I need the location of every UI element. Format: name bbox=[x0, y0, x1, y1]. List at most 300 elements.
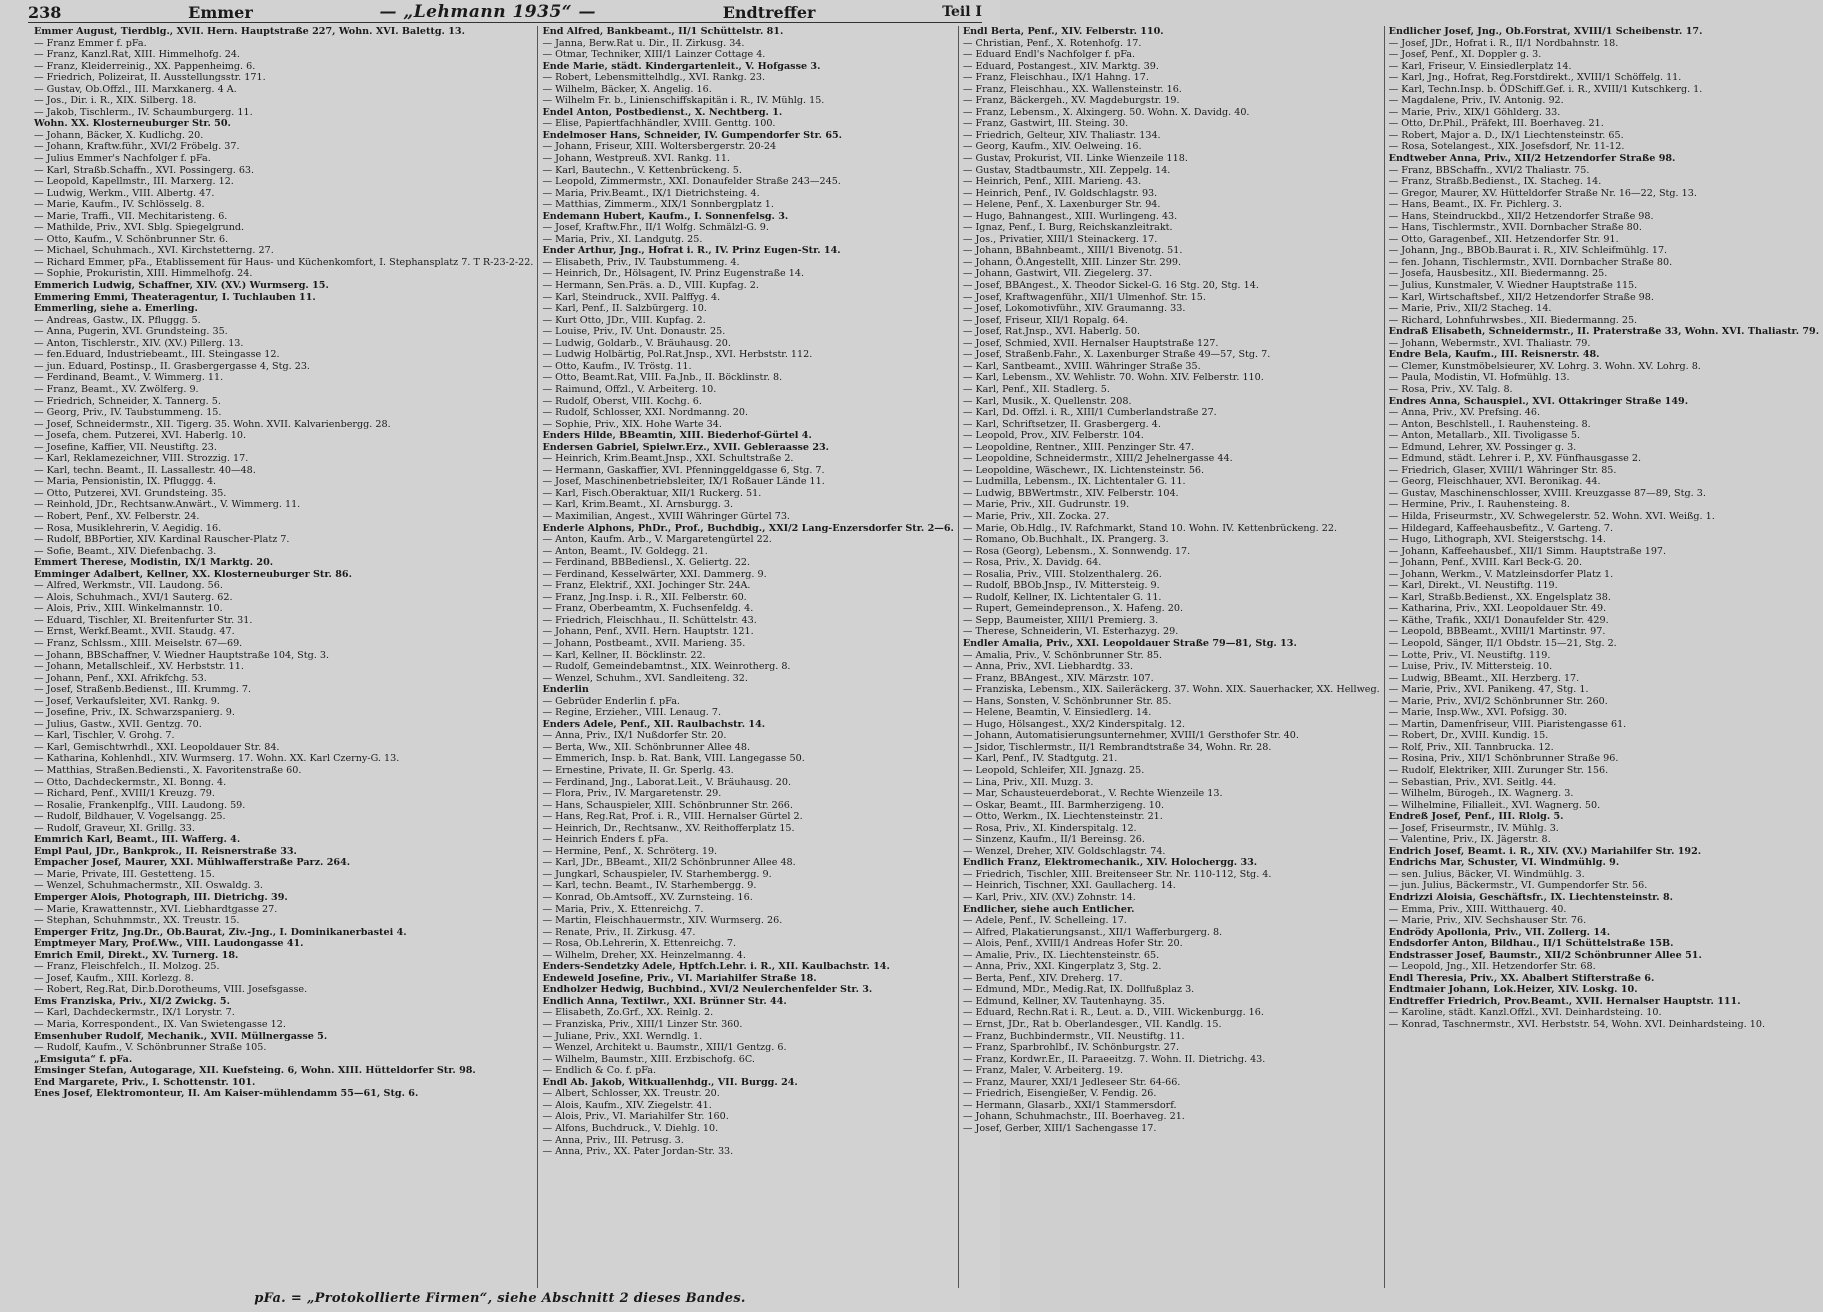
directory-entry: — Ludwig, Werkm., VIII. Albertg. 47. bbox=[34, 187, 215, 199]
directory-entry: — Johann, BBahnbeamt., XIII/1 Bivenotg. 51. bbox=[962, 245, 1183, 257]
header-part: Teil I bbox=[942, 4, 982, 20]
directory-entry: — Otto, Kaufm., V. Schönbrunner Str. 6. bbox=[34, 233, 229, 245]
directory-entry: — Ferdinand, BBBediensl., X. Geliertg. 22. bbox=[542, 557, 751, 569]
directory-entry: — Reinhold, JDr., Rechtsanw.Anwärt., V. Wimmerg. 11. bbox=[34, 499, 301, 511]
directory-entry: — Otto, Putzerei, XVI. Grundsteing. 35. bbox=[34, 487, 227, 499]
directory-entry: — Marie, Traffi., VII. Mechitaristeng. 6. bbox=[34, 210, 228, 222]
directory-entry: Endlicher, siehe auch Entlicher. bbox=[962, 903, 1135, 915]
directory-entry: — Wilhelm, Bürogeh., IX. Wagnerg. 3. bbox=[1388, 788, 1574, 800]
directory-entry: — Johann, Jng., BBOb.Baurat i. R., XIV. Schleifmühlg. 17. bbox=[1388, 245, 1668, 257]
directory-entry: Emmering Emmi, Theateragentur, I. Tuchlauben 11. bbox=[34, 291, 316, 303]
directory-entry: — Hugo, Hölsangest., XX/2 Kinderspitalg. 12. bbox=[962, 718, 1185, 730]
directory-entry: — Leopold, Zimmermstr., XXI. Donaufelder Straße 243—245. bbox=[542, 176, 841, 188]
directory-entry: Endrichs Mar, Schuster, VI. Windmühlg. 9. bbox=[1388, 857, 1620, 869]
directory-entry: — Mathilde, Priv., XVI. Sblg. Spiegelgrund. bbox=[34, 222, 245, 234]
directory-entry: — Marie, Kaufm., IV. Schlösselg. 8. bbox=[34, 199, 205, 211]
directory-entry: — Rosina, Priv., XII/1 Schönbrunner Straße 96. bbox=[1388, 753, 1619, 765]
directory-entry: — Rosa, Ob.Lehrerin, X. Ettenreichg. 7. bbox=[542, 938, 737, 950]
directory-entry: Endraß Elisabeth, Schneidermstr., II. Praterstraße 33, Wohn. XVI. Thaliastr. 79. bbox=[1388, 326, 1820, 338]
directory-entry: — Alois, Priv., XIII. Winkelmannstr. 10. bbox=[34, 603, 223, 615]
directory-entry: — Johann, Bäcker, X. Kudlichg. 20. bbox=[34, 129, 204, 141]
directory-entry: Enders Adele, Penf., XII. Raulbachstr. 14. bbox=[542, 718, 766, 730]
directory-columns bbox=[30, 26, 1820, 1288]
directory-entry: — Franz, Buchbindermstr., VII. Neustiftg. 11. bbox=[962, 1030, 1185, 1042]
directory-entry: — Juliane, Priv., XXI. Werndlg. 1. bbox=[542, 1030, 703, 1042]
directory-entry: — Leopold, Prov., XIV. Felberstr. 104. bbox=[962, 430, 1144, 442]
directory-entry: — Alfons, Buchdruck., V. Diehlg. 10. bbox=[542, 1122, 719, 1134]
directory-entry: — Mar, Schausteuerdeborat., V. Rechte Wienzeile 13. bbox=[962, 788, 1223, 800]
directory-entry: — Sebastian, Priv., XVI. Seitlg. 44. bbox=[1388, 776, 1557, 788]
directory-entry: — Regine, Erzieher., VIII. Lenaug. 7. bbox=[542, 707, 721, 719]
directory-entry: — Stephan, Schuhmmstr., XX. Treustr. 15. bbox=[34, 915, 240, 927]
directory-entry: — Rudolf, Oberst, VIII. Kochg. 6. bbox=[542, 395, 702, 407]
directory-entry: — Rosa, Priv., XV. Talg. 8. bbox=[1388, 383, 1513, 395]
directory-entry: — Karl, Gemischtwrhdl., XXI. Leopoldauer Str. 84. bbox=[34, 741, 280, 753]
directory-entry: — Josef, Kraftwagenführ., XII/1 Ulmenhof. Str. 15. bbox=[962, 291, 1206, 303]
directory-entry: — Franz, BBSchaffn., XVI/2 Thaliastr. 75. bbox=[1388, 164, 1590, 176]
directory-entry: — Anna, Priv., IX/1 Nußdorfer Str. 20. bbox=[542, 730, 727, 742]
directory-entry: — Anna, Priv., XXI. Kingerplatz 3, Stg. 2. bbox=[962, 961, 1162, 973]
directory-entry: — fen. Johann, Tischlermstr., XVII. Dornbacher Straße 80. bbox=[1388, 256, 1673, 268]
directory-entry: — Josef, Kraftw.Fhr., II/1 Wolfg. Schmälzl-G. 9. bbox=[542, 222, 769, 234]
directory-entry: — sen. Julius, Bäcker, VI. Windmühlg. 3. bbox=[1388, 868, 1585, 880]
directory-entry: — Otmar, Techniker, XIII/1 Lainzer Cottage 4. bbox=[542, 49, 766, 61]
directory-entry: — Hermine, Penf., X. Schröterg. 19. bbox=[542, 845, 718, 857]
directory-entry: — Leopoldine, Rentner., XIII. Penzinger Str. 47. bbox=[962, 441, 1195, 453]
directory-entry: Endl Theresia, Priv., XX. Abalbert Stifterstraße 6. bbox=[1388, 972, 1655, 984]
directory-entry: — Wenzel, Dreher, XIV. Goldschlagstr. 74. bbox=[962, 845, 1166, 857]
directory-entry: — Emmerich, Insp. b. Rat. Bank, VIII. Langegasse 50. bbox=[542, 753, 805, 765]
directory-entry: — Franz, Elektrif., XXI. Jochinger Str. 24A. bbox=[542, 580, 751, 592]
directory-entry: Emperger Alois, Photograph, III. Dietrichg. 39. bbox=[34, 892, 288, 904]
directory-entry: End Margarete, Priv., I. Schottenstr. 101. bbox=[34, 1076, 256, 1088]
directory-entry: — Johann, Kaffeehausbef., XII/1 Simm. Hauptstraße 197. bbox=[1388, 545, 1667, 557]
directory-entry: — Amalia, Priv., V. Schönbrunner Str. 85. bbox=[962, 649, 1163, 661]
directory-entry: Empl Paul, JDr., Bankprok., II. Reisnerstraße 33. bbox=[34, 845, 297, 857]
directory-entry: — Janna, Berw.Rat u. Dir., II. Zirkusg. 34. bbox=[542, 37, 745, 49]
directory-entry: — Julius, Gastw., XVII. Gentzg. 70. bbox=[34, 718, 202, 730]
directory-entry: — Johann, Schuhmachstr., III. Boerhaveg. 21. bbox=[962, 1111, 1185, 1123]
directory-entry: — Anton, Beamt., IV. Goldegg. 21. bbox=[542, 545, 708, 557]
directory-entry: — Karl, Steindruck., XVII. Palffyg. 4. bbox=[542, 291, 721, 303]
directory-entry: Endelmoser Hans, Schneider, IV. Gumpendorfer Str. 65. bbox=[542, 129, 843, 141]
directory-entry: — Friedrich, Fleischhau., II. Schüttelstr. 43. bbox=[542, 614, 757, 626]
directory-entry: — Ludwig, BBWertmstr., XIV. Felberstr. 104. bbox=[962, 487, 1179, 499]
directory-entry: — Leopold, Jng., XII. Hetzendorfer Str. 68. bbox=[1388, 961, 1596, 973]
directory-entry: Enders-Sendetzky Adele, Hptfch.Lehr. i. R., XII. Kaulbachstr. 14. bbox=[542, 961, 890, 973]
directory-entry: Emperger Fritz, Jng.Dr., Ob.Baurat, Ziv.-Jng., I. Dominikanerbastei 4. bbox=[34, 926, 407, 938]
directory-entry: — Karl, Bautechn., V. Kettenbrückeng. 5. bbox=[542, 164, 742, 176]
directory-entry: — Josef, Maschinenbetriebsleiter, IX/1 Roßauer Lände 11. bbox=[542, 476, 825, 488]
directory-entry: — Karoline, städt. Kanzl.Offzl., XVI. Deinhardsteing. 10. bbox=[1388, 1007, 1662, 1019]
directory-entry: — Heinrich, Tischner, XXI. Gaullacherg. 14. bbox=[962, 880, 1176, 892]
directory-entry: — jun. Eduard, Postinsp., II. Grasbergergasse 4, Stg. 23. bbox=[34, 360, 310, 372]
directory-entry: Endeweld Josefine, Priv., VI. Mariahilfer Straße 18. bbox=[542, 972, 817, 984]
directory-entry: — Martin, Fleischhauermstr., XIV. Wurmserg. 26. bbox=[542, 915, 783, 927]
directory-entry: Ende Marie, städt. Kindergartenleit., V. Hofgasse 3. bbox=[542, 60, 821, 72]
directory-entry: — Josef, Schneidermstr., XII. Tigerg. 35. Wohn. XVII. Kalvarienbergg. 28. bbox=[34, 418, 391, 430]
directory-entry: — Michael, Schuhmach., XVI. Kirchstetterng. 27. bbox=[34, 245, 274, 257]
directory-entry: Emmerling, siehe a. Emerling. bbox=[34, 303, 198, 315]
directory-entry: — Karl, Krim.Beamt., XI. Arnsburgg. 3. bbox=[542, 499, 734, 511]
directory-entry: — Franz, BBAngest., XIV. Märzstr. 107. bbox=[962, 672, 1154, 684]
directory-entry: — Friedrich, Glaser, XVIII/1 Währinger Str. 85. bbox=[1388, 464, 1617, 476]
directory-entry: — Franz, Maler, V. Arbeiterg. 19. bbox=[962, 1065, 1124, 1077]
directory-entry: — Rosa, Priv., X. Davidg. 64. bbox=[962, 557, 1102, 569]
directory-entry: — Ernst, Werkf.Beamt., XVII. Staudg. 47. bbox=[34, 626, 235, 638]
directory-entry: — Leopoldine, Schneidermstr., XIII/2 Jehelnergasse 44. bbox=[962, 453, 1233, 465]
directory-entry: Endtweber Anna, Priv., XII/2 Hetzendorfer Straße 98. bbox=[1388, 153, 1676, 165]
directory-entry: — Adele, Penf., IV. Schelleing. 17. bbox=[962, 915, 1127, 927]
directory-entry: — Robert, Dr., XVIII. Kundig. 15. bbox=[1388, 730, 1549, 742]
directory-entry: — Robert, Lebensmittelhdlg., XVI. Rankg. 23. bbox=[542, 72, 766, 84]
directory-entry: — Franz, Beamt., XV. Zwölferg. 9. bbox=[34, 383, 199, 395]
directory-entry: — Johann, Penf., XVII. Hern. Hauptstr. 121. bbox=[542, 626, 754, 638]
directory-entry: — Raimund, Offzl., V. Arbeiterg. 10. bbox=[542, 383, 717, 395]
directory-entry: — Franz, Fleischfelch., II. Molzog. 25. bbox=[34, 961, 220, 973]
directory-entry: — Josef, Schmied, XVII. Hernalser Hauptstraße 127. bbox=[962, 337, 1219, 349]
directory-entry: — Anna, Priv., III. Petrusg. 3. bbox=[542, 1134, 684, 1146]
directory-entry: — Gregor, Maurer, XV. Hütteldorfer Straße Nr. 16—22, Stg. 13. bbox=[1388, 187, 1697, 199]
directory-entry: — Leopold, Kapellmstr., III. Marxerg. 12. bbox=[34, 176, 234, 188]
directory-entry: Emmer August, Tierdblg., XVII. Hern. Hauptstraße 227, Wohn. XVI. Balettg. 13. bbox=[34, 26, 465, 37]
directory-entry: — Katharina, Priv., XXI. Leopoldauer Str. 49. bbox=[1388, 603, 1607, 615]
directory-entry: Enderle Alphons, PhDr., Prof., Buchdbig., XXI/2 Lang-Enzersdorfer Str. 2—6. bbox=[542, 522, 954, 534]
directory-entry: — Johann, Webermstr., XVI. Thaliastr. 79. bbox=[1388, 337, 1591, 349]
directory-entry: — Hermann, Gaskaffier, XVI. Pfenninggeldgasse 6, Stg. 7. bbox=[542, 464, 825, 476]
directory-entry: — Josefine, Kaffier, VII. Neustiftg. 23. bbox=[34, 441, 217, 453]
directory-entry: — Heinrich, Dr., Rechtsanw., XV. Reithofferplatz 15. bbox=[542, 822, 795, 834]
directory-entry: — Johann, Kraftw.führ., XVI/2 Fröbelg. 37. bbox=[34, 141, 240, 153]
directory-entry: Wohn. XX. Klosterneuburger Str. 50. bbox=[34, 118, 231, 130]
directory-entry: — Georg, Priv., IV. Taubstummeng. 15. bbox=[34, 407, 222, 419]
directory-entry: — Elise, Papiertfachhändler, XVIII. Genttg. 100. bbox=[542, 118, 776, 130]
directory-entry: — Marie, Ob.Hdlg., IV. Rafchmarkt, Stand 10. Wohn. IV. Kettenbrückeng. 22. bbox=[962, 522, 1337, 534]
directory-entry: — Robert, Major a. D., IX/1 Liechtensteinstr. 65. bbox=[1388, 129, 1624, 141]
directory-entry: — Rosalie, Frankenplfg., VIII. Laudong. 59. bbox=[34, 799, 246, 811]
directory-entry: — Otto, Kaufm., IV. Tröstg. 11. bbox=[542, 360, 692, 372]
directory-entry: — Helene, Beamtin, V. Einsiedlerg. 14. bbox=[962, 707, 1152, 719]
directory-entry: — Robert, Penf., XV. Felberstr. 24. bbox=[34, 510, 200, 522]
directory-entry: — Josefine, Priv., IX. Schwarzspanierg. 9. bbox=[34, 707, 235, 719]
directory-entry: — Christian, Penf., X. Rotenhofg. 17. bbox=[962, 37, 1142, 49]
directory-entry: — Josef, JDr., Hofrat i. R., II/1 Nordbahnstr. 18. bbox=[1388, 37, 1619, 49]
directory-entry: — Anna, Priv., XX. Pater Jordan-Str. 33. bbox=[542, 1146, 734, 1158]
directory-entry: Endholzer Hedwig, Buchbind., XVI/2 Neulerchenfelder Str. 3. bbox=[542, 984, 873, 996]
directory-entry: — Rupert, Gemeindeprenson., X. Hafeng. 20. bbox=[962, 603, 1183, 615]
directory-entry: Endlicher Josef, Jng., Ob.Forstrat, XVIII/1 Scheibenstr. 17. bbox=[1388, 26, 1703, 37]
directory-entry: Endler Amalia, Priv., XXI. Leopoldauer Straße 79—81, Stg. 13. bbox=[962, 637, 1297, 649]
page-header bbox=[28, 2, 982, 23]
directory-entry: Endsdorfer Anton, Bildhau., II/1 Schüttelstraße 15B. bbox=[1388, 938, 1674, 950]
directory-entry: — Clemer, Kunstmöbelsieurer, XV. Lohrg. 3. Wohn. XV. Lohrg. 8. bbox=[1388, 360, 1701, 372]
directory-entry: — Josef, Rat.Jnsp., XVI. Haberlg. 50. bbox=[962, 326, 1141, 338]
directory-entry: — Karl, Direkt., VI. Neustiftg. 119. bbox=[1388, 580, 1558, 592]
directory-entry: — Georg, Fleischhauer, XVI. Beronikag. 44. bbox=[1388, 476, 1601, 488]
directory-entry: — Josef, Lokomotivführ., XIV. Graumanng. 33. bbox=[962, 303, 1186, 315]
directory-entry: Emsinger Stefan, Autogarage, XII. Kuefsteing. 6, Wohn. XIII. Hütteldorfer Str. 98. bbox=[34, 1065, 476, 1077]
directory-entry: Endemann Hubert, Kaufm., I. Sonnenfelsg. 3. bbox=[542, 210, 789, 222]
directory-entry: — Ferdinand, Beamt., V. Wimmerg. 11. bbox=[34, 372, 224, 384]
directory-entry: — Hugo, Bahnangest., XIII. Wurlingeng. 43. bbox=[962, 210, 1178, 222]
directory-entry: — Maria, Priv., XI. Landgutg. 25. bbox=[542, 233, 703, 245]
directory-entry: Ems Franziska, Priv., XI/2 Zwickg. 5. bbox=[34, 995, 230, 1007]
directory-entry: — Franz, Fleischhau., IX/1 Hahng. 17. bbox=[962, 72, 1149, 84]
directory-entry: Endstrasser Josef, Baumstr., XII/2 Schönbrunner Allee 51. bbox=[1388, 949, 1702, 961]
header-title: — „Lehmann 1935“ — bbox=[379, 2, 596, 22]
page-footer: pFa. = „Protokollierte Firmen“, siehe Abschnitt 2 dieses Bandes. bbox=[254, 1291, 746, 1306]
directory-entry: — Eduard Endl's Nachfolger f. pFa. bbox=[962, 49, 1136, 61]
directory-entry: Emmrich Karl, Beamt., III. Wafferg. 4. bbox=[34, 834, 241, 846]
directory-entry: — Flora, Priv., IV. Margaretenstr. 29. bbox=[542, 788, 722, 800]
column-1 bbox=[30, 26, 538, 1288]
directory-entry: Endersen Gabriel, Spielwr.Erz., XVII. Gebleraasse 23. bbox=[542, 441, 830, 453]
directory-entry: — Marie, Krawattennstr., XVI. Liebhardtgasse 27. bbox=[34, 903, 278, 915]
directory-entry: — Marie, Priv., XII/2 Stacheg. 14. bbox=[1388, 303, 1552, 315]
directory-entry: — Hans, Sonsten, V. Schönbrunner Str. 85. bbox=[962, 695, 1172, 707]
directory-entry: — Anton, Tischlerstr., XIV. (XV.) Pillerg. 13. bbox=[34, 337, 244, 349]
directory-entry: — Josefa, chem. Putzerei, XVI. Haberlg. 10. bbox=[34, 430, 247, 442]
directory-entry: — Lotte, Priv., VI. Neustiftg. 119. bbox=[1388, 649, 1551, 661]
directory-entry: — Edmund, MDr., Medig.Rat, IX. Dollfußplaz 3. bbox=[962, 984, 1195, 996]
directory-entry: — Heinrich, Penf., IV. Goldschlagstr. 93. bbox=[962, 187, 1158, 199]
directory-entry: — Alois, Kaufm., XIV. Ziegelstr. 41. bbox=[542, 1099, 712, 1111]
directory-entry: — Rosa, Sotelangest., XIX. Josefsdorf, Nr. 11-12. bbox=[1388, 141, 1625, 153]
directory-entry: — Richard Emmer, pFa., Etablissement für Haus- und Küchenkomfort, I. Stephansplatz 7. T R-23-2-22. bbox=[34, 256, 534, 268]
directory-entry: — Josef, BBAngest., X. Theodor Sickel-G. 16 Stg. 20, Stg. 14. bbox=[962, 280, 1259, 292]
directory-entry: — Marie, Priv., XVI/2 Schönbrunner Str. 260. bbox=[1388, 695, 1608, 707]
directory-entry: — Hans, Beamt., IX. Fr. Pichlerg. 3. bbox=[1388, 199, 1562, 211]
directory-entry: — Karl, Wirtschaftsbef., XII/2 Hetzendorfer Straße 98. bbox=[1388, 291, 1654, 303]
directory-entry: — Renate, Priv., II. Zirkusg. 47. bbox=[542, 926, 696, 938]
directory-entry: — Marie, Private, III. Gestetteng. 15. bbox=[34, 868, 215, 880]
directory-entry: — Otto, Beamt.Rat, VIII. Fa.Jnb., II. Böcklinstr. 8. bbox=[542, 372, 783, 384]
directory-entry: — Anton, Kaufm. Arb., V. Margaretengürtel 22. bbox=[542, 534, 772, 546]
directory-entry: — fen.Eduard, Industriebeamt., III. Steingasse 12. bbox=[34, 349, 280, 361]
directory-entry: Endre Bela, Kaufm., III. Reisnerstr. 48. bbox=[1388, 349, 1600, 361]
directory-entry: — Sofie, Beamt., XIV. Diefenbachg. 3. bbox=[34, 545, 217, 557]
directory-entry: — Eduard, Postangest., XIV. Marktg. 39. bbox=[962, 60, 1159, 72]
directory-entry: — Karl, Penf., XII. Stadlerg. 5. bbox=[962, 383, 1110, 395]
directory-entry: — Karl, Dd. Offzl. i. R., XIII/1 Cumberlandstraße 27. bbox=[962, 407, 1217, 419]
directory-entry: — Sepp, Baumeister, XIII/1 Premierg. 3. bbox=[962, 614, 1159, 626]
directory-entry: — Therese, Schneiderin, VI. Esterhazyg. 29. bbox=[962, 626, 1179, 638]
directory-entry: Enderlin bbox=[542, 684, 589, 696]
directory-entry: — Ludwig Holbärtig, Pol.Rat.Jnsp., XVI. Herbststr. 112. bbox=[542, 349, 813, 361]
directory-entry: — Wenzel, Schuhm., XVI. Sandleiteng. 32. bbox=[542, 672, 748, 684]
directory-entry: — Karl, Friseur, V. Einsiedlerplatz 14. bbox=[1388, 60, 1572, 72]
directory-entry: — Richard, Penf., XVIII/1 Kreuzg. 79. bbox=[34, 788, 215, 800]
header-right-keyword: Endtreffer bbox=[722, 2, 816, 22]
directory-entry: — Anton, Beschlstell., I. Rauhensteing. 8. bbox=[1388, 418, 1591, 430]
directory-entry: — Hans, Tischlermstr., XVII. Dornbacher Straße 80. bbox=[1388, 222, 1642, 234]
directory-entry: — Josef, Straßenb.Bedienst., III. Krummg. 7. bbox=[34, 684, 252, 696]
directory-entry: — Ludwig, Goldarb., V. Bräuhausg. 20. bbox=[542, 337, 731, 349]
directory-entry: — Maria, Priv.Beamt., IX/1 Dietrichsteing. 4. bbox=[542, 187, 760, 199]
directory-entry: — Hermann, Sen.Präs. a. D., VIII. Kupfag. 2. bbox=[542, 280, 759, 292]
directory-entry: — Martin, Damenfriseur, VIII. Piaristengasse 61. bbox=[1388, 718, 1627, 730]
directory-entry: — Franz, Schlssm., XIII. Meiselstr. 67—69. bbox=[34, 637, 243, 649]
directory-entry: — Franz, Fleischhau., XX. Wallensteinstr. 16. bbox=[962, 83, 1182, 95]
directory-entry: — Edmund, Lehrer, XV. Possinger g. 3. bbox=[1388, 441, 1577, 453]
directory-entry: — Karl, Penf., IV. Stadtgutg. 21. bbox=[962, 753, 1118, 765]
directory-entry: — Eduard, Tischler, XI. Breitenfurter Str. 31. bbox=[34, 614, 253, 626]
directory-entry: — Franz, Gastwirt, III. Steing. 30. bbox=[962, 118, 1129, 130]
directory-entry: — Franz, Jng.Insp. i. R., XII. Felberstr. 60. bbox=[542, 591, 747, 603]
directory-entry: — Johann, Penf., XXI. Afrikfchg. 53. bbox=[34, 672, 207, 684]
directory-entry: Ender Arthur, Jng., Hofrat i. R., IV. Prinz Eugen-Str. 14. bbox=[542, 245, 841, 257]
directory-entry: — Franziska, Lebensm., XIX. Saileräckerg. 37. Wohn. XIX. Sauerhacker, XX. Hellweg. bbox=[962, 684, 1380, 696]
directory-entry: — Wilhelm, Dreher, XX. Heinzelmanng. 4. bbox=[542, 949, 746, 961]
directory-entry: — Ludwig, BBeamt., XII. Herzberg. 17. bbox=[1388, 672, 1580, 684]
directory-entry: — Alfred, Werkmstr., VII. Laudong. 56. bbox=[34, 580, 223, 592]
directory-entry: — Rudolf, Kaufm., V. Schönbrunner Straße 105. bbox=[34, 1042, 267, 1054]
directory-entry: — Gustav, Ob.Offzl., III. Marxkanerg. 4 A. bbox=[34, 83, 237, 95]
directory-entry: — Karl, Musik., X. Quellenstr. 208. bbox=[962, 395, 1132, 407]
directory-entry: Emmert Therese, Modistin, IX/1 Marktg. 20. bbox=[34, 557, 274, 569]
directory-entry: — Anna, Priv., XV. Prefsing. 46. bbox=[1388, 407, 1541, 419]
directory-entry: — Alfred, Plakatierungsanst., XII/1 Wafferburgerg. 8. bbox=[962, 926, 1223, 938]
directory-entry: — Karl, Penf., II. Salzbürgerg. 10. bbox=[542, 303, 707, 315]
directory-entry: — Andreas, Gastw., IX. Pfluggg. 5. bbox=[34, 314, 201, 326]
directory-entry: — Wilhelm Fr. b., Linienschiffskapitän i. R., IV. Mühlg. 15. bbox=[542, 95, 825, 107]
column-4 bbox=[1385, 26, 1823, 1288]
directory-entry: — Marie, Priv., XII. Zocka. 27. bbox=[962, 510, 1110, 522]
directory-entry: — Franziska, Priv., XIII/1 Linzer Str. 360. bbox=[542, 1019, 743, 1031]
directory-entry: — Karl, Straßb.Bedienst., XX. Engelsplatz 38. bbox=[1388, 591, 1611, 603]
directory-entry: Enders Hilde, BBeamtin, XIII. Biederhof-Gürtel 4. bbox=[542, 430, 812, 442]
directory-entry: Endl Ab. Jakob, Witkuallenhdg., VII. Burgg. 24. bbox=[542, 1076, 798, 1088]
directory-entry: — Karl, Kellner, II. Böcklinstr. 22. bbox=[542, 649, 706, 661]
directory-entry: — Wenzel, Schuhmachermstr., XII. Oswaldg. 3. bbox=[34, 880, 263, 892]
directory-entry: — Franz Emmer f. pFa. bbox=[34, 37, 147, 49]
directory-entry: — Marie, Priv., XVI. Panikeng. 47, Stg. 1. bbox=[1388, 684, 1589, 696]
directory-entry: — Franz, Straßb.Bedienst., IX. Stacheg. 14. bbox=[1388, 176, 1602, 188]
directory-entry: — Gebrüder Enderlin f. pFa. bbox=[542, 695, 680, 707]
directory-entry: — Sophie, Priv., XIX. Hohe Warte 34. bbox=[542, 418, 722, 430]
directory-entry: — Heinrich, Krim.Beamt.Jnsp., XXI. Schultstraße 2. bbox=[542, 453, 794, 465]
directory-entry: — Ernst, JDr., Rat b. Oberlandesger., VII. Kandlg. 15. bbox=[962, 1019, 1222, 1031]
directory-entry: — Johann, Ö.Angestellt, XIII. Linzer Str. 299. bbox=[962, 256, 1182, 268]
directory-entry: — Oskar, Beamt., III. Barmherzigeng. 10. bbox=[962, 799, 1165, 811]
directory-entry: — Rolf, Priv., XII. Tannbrucka. 12. bbox=[1388, 741, 1554, 753]
directory-entry: — Maria, Priv., X. Ettenreichg. 7. bbox=[542, 903, 704, 915]
directory-entry: — Marie, Priv., XII. Gudrunstr. 19. bbox=[962, 499, 1130, 511]
directory-entry: — Hans, Schauspieler, XIII. Schönbrunner Str. 266. bbox=[542, 799, 793, 811]
directory-entry: — Valentine, Priv., IX. Jägerstr. 8. bbox=[1388, 834, 1551, 846]
directory-entry: Emptmeyer Mary, Prof.Ww., VIII. Laudongasse 41. bbox=[34, 938, 304, 950]
directory-entry: — jun. Julius, Bäckermstr., VI. Gumpendorfer Str. 56. bbox=[1388, 880, 1648, 892]
directory-entry: — Franz, Bäckergeh., XV. Magdeburgstr. 19. bbox=[962, 95, 1180, 107]
directory-entry: — Karl, Schriftsetzer, II. Grasbergerg. 4. bbox=[962, 418, 1161, 430]
directory-entry: — Jos., Privatier, XIII/1 Steinackerg. 17. bbox=[962, 233, 1158, 245]
directory-entry: — Endlich & Co. f. pFa. bbox=[542, 1065, 657, 1077]
directory-entry: — Wilhelm, Baumstr., XIII. Erzbischofg. 6C. bbox=[542, 1053, 755, 1065]
directory-entry: Empacher Josef, Maurer, XXI. Mühlwafferstraße Parz. 264. bbox=[34, 857, 351, 869]
directory-entry: — Maria, Pensionistin, IX. Pfluggg. 4. bbox=[34, 476, 217, 488]
directory-entry: — Johann, Friseur, XIII. Woltersbergerstr. 20-24 bbox=[542, 141, 777, 153]
directory-entry: — Otto, Garagenbef., XII. Hetzendorfer Str. 91. bbox=[1388, 233, 1619, 245]
directory-entry: Endlich Franz, Elektromechanik., XIV. Holochergg. 33. bbox=[962, 857, 1258, 869]
directory-entry: — Gustav, Stadtbaumstr., XII. Zeppelg. 14. bbox=[962, 164, 1171, 176]
directory-entry: — Leopold, Schleifer, XII. Jgnazg. 25. bbox=[962, 765, 1145, 776]
directory-entry: — Julius, Kunstmaler, V. Wiedner Hauptstraße 115. bbox=[1388, 280, 1638, 292]
directory-entry: — Paula, Modistin, VI. Hofmühlg. 13. bbox=[1388, 372, 1570, 384]
directory-entry: — Franz, Oberbeamtm, X. Fuchsenfeldg. 4. bbox=[542, 603, 754, 615]
directory-entry: — Karl, techn. Beamt., II. Lassallestr. 40—48. bbox=[34, 464, 256, 476]
directory-entry: — Ludmilla, Lebensm., IX. Lichtentaler G. 11. bbox=[962, 476, 1186, 488]
directory-entry: Endres Anna, Schauspiel., XVI. Ottakringer Straße 149. bbox=[1388, 395, 1689, 407]
directory-entry: Endel Anton, Postbedienst., X. Nechtberg. 1. bbox=[542, 106, 783, 118]
directory-entry: — Karl, Tischler, V. Grohg. 7. bbox=[34, 730, 175, 742]
directory-entry: Endlich Anna, Textilwr., XXI. Brünner Str. 44. bbox=[542, 995, 787, 1007]
directory-entry: — Rosa (Georg), Lebensm., X. Sonnwendg. 17. bbox=[962, 545, 1191, 557]
directory-entry: — Rudolf, Gemeindebamtnst., XIX. Weinrotherg. 8. bbox=[542, 661, 791, 673]
directory-entry: — Rosa, Priv., XI. Kinderspitalg. 12. bbox=[962, 822, 1137, 834]
directory-entry: — Romano, Ob.Buchhalt., IX. Prangerg. 3. bbox=[962, 534, 1169, 546]
directory-entry: — Helene, Penf., X. Laxenburger Str. 94. bbox=[962, 199, 1161, 211]
directory-entry: — Katharina, Kohlenhdl., XIV. Wurmserg. 17. Wohn. XX. Karl Czerny-G. 13. bbox=[34, 753, 400, 765]
directory-entry: — Ferdinand, Jng., Laborat.Leit., V. Bräuhausg. 20. bbox=[542, 776, 792, 788]
directory-entry: — Gustav, Maschinenschlosser, XVIII. Kreuzgasse 87—89, Stg. 3. bbox=[1388, 487, 1706, 499]
directory-entry: — Maximilian, Angest., XVIII Währinger Gürtel 73. bbox=[542, 510, 790, 522]
directory-entry: — Alois, Priv., VI. Mariahilfer Str. 160. bbox=[542, 1111, 729, 1123]
directory-entry: Endreß Josef, Penf., III. Rlolg. 5. bbox=[1388, 811, 1564, 823]
directory-entry: — Heinrich Enders f. pFa. bbox=[542, 834, 669, 846]
directory-entry: Emrich Emil, Direkt., XV. Turnerg. 18. bbox=[34, 949, 239, 961]
directory-entry: — Jos., Dir. i. R., XIX. Silberg. 18. bbox=[34, 95, 197, 107]
directory-entry: — Karl, Priv., XIV. (XV.) Zohnstr. 14. bbox=[962, 892, 1136, 904]
directory-entry: — Marie, Priv., XIX/1 Göhlderg. 33. bbox=[1388, 106, 1561, 118]
directory-entry: Emsenhuber Rudolf, Mechanik., XVII. Müllnergasse 5. bbox=[34, 1030, 328, 1042]
directory-entry: — Jungkarl, Schauspieler, IV. Starhembergg. 9. bbox=[542, 868, 772, 880]
directory-entry: — Rosa, Musiklehrerin, V. Aegidig. 16. bbox=[34, 522, 222, 534]
directory-entry: — Otto, Dachdeckermstr., XI. Bonng. 4. bbox=[34, 776, 227, 788]
directory-entry: — Karl, Fisch.Oberaktuar, XII/1 Ruckerg. 51. bbox=[542, 487, 762, 499]
directory-entry: — Eduard, Rechn.Rat i. R., Leut. a. D., VIII. Wickenburgg. 16. bbox=[962, 1007, 1264, 1019]
directory-entry: — Hildegard, Kaffeehausbefitz., V. Garteng. 7. bbox=[1388, 522, 1614, 534]
directory-entry: — Franz, Maurer, XXI/1 Jedleseer Str. 64-66. bbox=[962, 1076, 1181, 1088]
directory-entry: — Karl, Jng., Hofrat, Reg.Forstdirekt., XVIII/1 Schöffelg. 11. bbox=[1388, 72, 1682, 84]
directory-entry: — Friedrich, Gelteur, XIV. Thaliastr. 134. bbox=[962, 129, 1161, 141]
directory-entry: — Ferdinand, Kesselwärter, XXI. Dammerg. 9. bbox=[542, 568, 767, 580]
directory-entry: — Magdalene, Priv., IV. Antonig. 92. bbox=[1388, 95, 1564, 107]
directory-entry: — Heinrich, Penf., XIII. Marieng. 43. bbox=[962, 176, 1142, 188]
directory-entry: — Franz, Kanzl.Rat, XIII. Himmelhofg. 24. bbox=[34, 49, 240, 61]
directory-entry: — Anna, Pugerin, XVI. Grundsteing. 35. bbox=[34, 326, 228, 338]
directory-entry: — Rudolf, BBPortier, XIV. Kardinal Rauscher-Platz 7. bbox=[34, 534, 290, 546]
directory-entry: — Otto, Werkm., IX. Liechtensteinstr. 21. bbox=[962, 811, 1163, 823]
directory-entry: — Franz, Kleiderreinig., XX. Pappenheimg. 6. bbox=[34, 60, 256, 72]
directory-entry: — Emma, Priv., XIII. Witthauerg. 40. bbox=[1388, 903, 1567, 915]
directory-entry: — Karl, Techn.Insp. b. ÖDSchiff.Gef. i. R., XVIII/1 Kutschkerg. 1. bbox=[1388, 83, 1703, 95]
directory-entry: — Franz, Sparbrohlbf., IV. Schönburgstr. 27. bbox=[962, 1042, 1180, 1054]
directory-entry: — Anna, Priv., XVI. Liebhardtg. 33. bbox=[962, 661, 1134, 673]
directory-entry: — Ignaz, Penf., I. Burg, Reichskanzleitrakt. bbox=[962, 222, 1173, 234]
directory-entry: — Konrad, Ob.Amtsoff., XV. Zurnsteing. 16. bbox=[542, 892, 753, 904]
directory-entry: — Johann, Penf., XVIII. Karl Beck-G. 20. bbox=[1388, 557, 1582, 569]
directory-entry: — Wenzel, Architekt u. Baumstr., XIII/1 Gentzg. 6. bbox=[542, 1042, 787, 1054]
directory-entry: — Karl, JDr., BBeamt., XII/2 Schönbrunner Allee 48. bbox=[542, 857, 796, 869]
directory-entry: — Kurt Otto, JDr., VIII. Kupfag. 2. bbox=[542, 314, 706, 326]
directory-entry: — Josef, Straßenb.Fahr., X. Laxenburger Straße 49—57, Stg. 7. bbox=[962, 349, 1271, 361]
column-3 bbox=[959, 26, 1385, 1288]
directory-entry: — Richard, Lohnfuhrwsbes., XII. Biedermanng. 25. bbox=[1388, 314, 1638, 326]
directory-entry: — Hans, Steindruckbd., XII/2 Hetzendorfer Straße 98. bbox=[1388, 210, 1654, 222]
directory-entry: Emmerich Ludwig, Schaffner, XIV. (XV.) Wurmserg. 15. bbox=[34, 280, 329, 292]
directory-entry: — Berta, Ww., XII. Schönbrunner Allee 48. bbox=[542, 741, 751, 753]
directory-entry: — Konrad, Taschnermstr., XVI. Herbststr. 54, Wohn. XVI. Deinhardsteing. 10. bbox=[1388, 1019, 1766, 1031]
